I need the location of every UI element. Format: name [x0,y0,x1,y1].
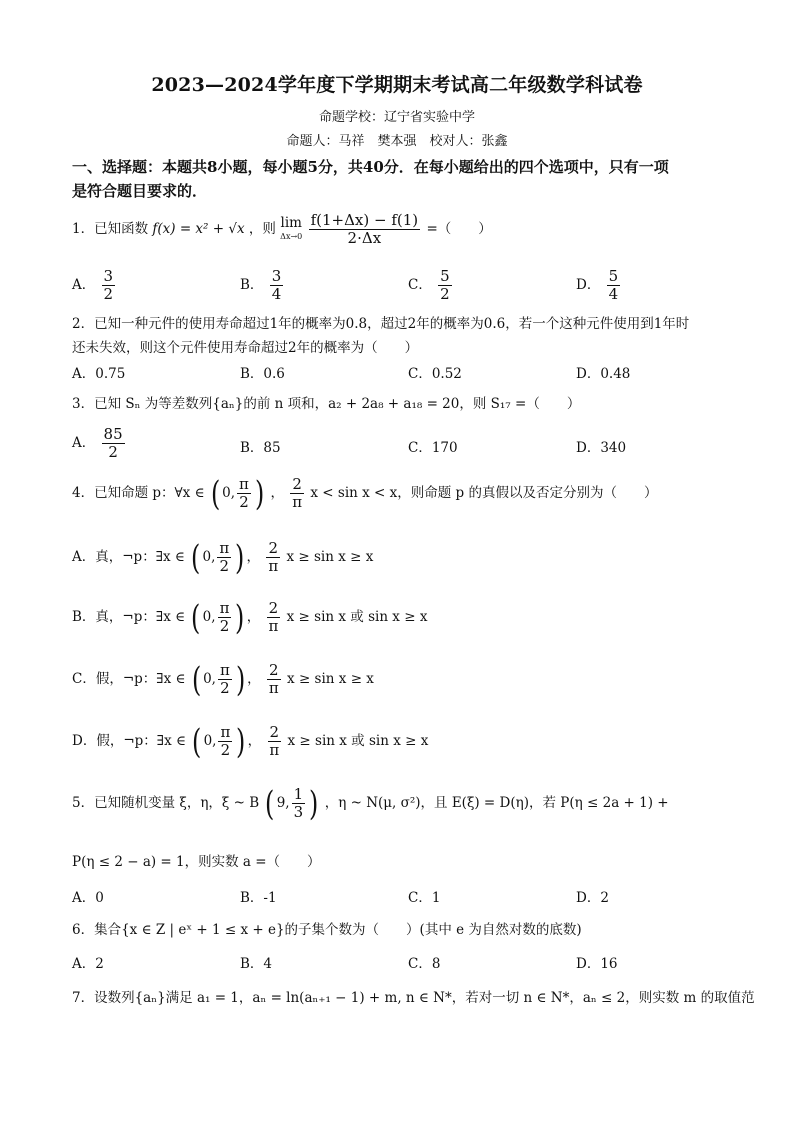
q6-option-a: A．2 [72,956,104,972]
q4-option-c: C．假，¬p：∃x ∈ ( 0, $\frac{\pi}{2}$ ) ， $\frac{2}{\pi}$ x ≥ sin x ≥ x [72,659,374,700]
option-label: C． [408,277,432,293]
q1-lim-word: lim [280,214,302,231]
q1-mid: ，则 [248,221,276,237]
q4-option-b: B．真，¬p：∃x ∈ ( 0, $\frac{\pi}{2}$ ) ， $\frac{2}{\pi}$ x ≥ sin x 或 sin x ≥ x [72,597,428,638]
option-num: 85 [103,425,123,443]
pi-den: 2 [239,493,249,511]
q4-inequality: x < sin x < x，则命题 p 的真假以及否定分别为（ ） [310,485,658,501]
q1-limit [280,216,302,244]
q5-rest: ，η ~ N(μ, σ²)，且 E(ξ) = D(η)，若 P(η ≤ 2a + 1) + [324,795,669,811]
question-5-line1: 5．已知随机变量 ξ，η，ξ ~ B ( 9, $\frac{1}{3}$ ) ，η ~ N(μ, σ²)，且 E(ξ) = D(η)，若 P(η ≤ 2a + 1) + [72,783,669,824]
q4-comma: ， [270,485,284,501]
question-3: 3．已知 Sₙ 为等差数列{aₙ}的前 n 项和，a₂ + 2a₈ + a₁₈ = 20，则 S₁₇ =（ ） [72,396,581,412]
q5-option-d: D．2 [576,890,609,906]
option-tail: x ≥ sin x ≥ x [287,671,374,687]
question-7: 7．设数列{aₙ}满足 a₁ = 1，aₙ = ln(aₙ₊₁ − 1) + m, n ∈ N*，若对一切 n ∈ N*，aₙ ≤ 2，则实数 m 的取值范 [72,990,755,1006]
q5-option-c: C．1 [408,890,441,906]
option-den: 2 [440,285,450,303]
option-den: 2 [108,443,118,461]
option-tail: x ≥ sin x 或 sin x ≥ x [286,609,428,625]
two-num: 2 [292,475,302,493]
q1-option-b [240,268,285,303]
q4-prefix: 4．已知命题 p：∀x ∈ [72,485,205,501]
q6-option-c: C．8 [408,956,441,972]
q1-prefix: 1．已知函数 [72,221,149,237]
option-label: A． [72,435,96,451]
question-6: 6．集合{x ∈ Z | eˣ + 1 ≤ x + e}的子集个数为（ ）(其中 e 为自然对数的底数) [72,922,582,938]
option-label: C．假，¬p：∃x ∈ [72,671,186,687]
option-den: 4 [608,285,619,303]
option-num: 5 [440,267,450,285]
q2-option-b: B．0.6 [240,366,285,382]
q4-option-d: D．假，¬p：∃x ∈ ( 0, $\frac{\pi}{2}$ ) ， $\frac{2}{\pi}$ x ≥ sin x 或 sin x ≥ x [72,721,429,762]
question-2-line2: 还未失效，则这个元件使用寿命超过2年的概率为（ ） [72,340,419,356]
q3-option-c: C．170 [408,440,458,456]
option-num: 5 [608,267,619,285]
option-label: A． [72,277,96,293]
option-label: A．真，¬p：∃x ∈ [72,549,185,565]
option-den: 4 [271,285,282,303]
q1-lim-sub: Δx→0 [280,231,303,241]
question-4: 4．已知命题 p：∀x ∈ ( 0, $\frac{\pi}{2}$ ) ， $\frac{2}{\pi}$ x < sin x < x，则命题 p 的真假以及否定分别为（ ） [72,473,658,514]
option-den: 2 [103,285,114,303]
option-num: 3 [103,267,114,285]
option-num: 3 [271,267,282,285]
school-line: 命题学校：辽宁省实验中学 [318,110,475,125]
q1-numerator: f(1+Δx) − f(1) [310,211,419,229]
question-1 [72,212,492,247]
option-tail: x ≥ sin x 或 sin x ≥ x [287,733,429,749]
authors-line: 命题人：马祥 樊本强 校对人：张鑫 [286,134,508,149]
q1-tail: =（ ） [426,221,492,237]
one-num: 1 [293,785,304,803]
option-label: B．真，¬p：∃x ∈ [72,609,186,625]
q6-option-b: B．4 [240,956,273,972]
q1-option-d [576,268,622,303]
section-heading-line1: 一、选择题：本题共8小题，每小题5分，共40分．在每小题给出的四个选项中，只有一项 [72,158,669,176]
q5-prefix: 5．已知随机变量 ξ，η，ξ ~ B [72,795,260,811]
q5-b-left: 9, [276,795,290,811]
q1-option-a [72,268,117,303]
q3-option-a [72,426,127,461]
q5-option-a: A．0 [72,890,104,906]
question-5-line2: P(η ≤ 2 − a) = 1，则实数 a =（ ） [72,854,321,870]
q1-fraction [309,212,421,247]
section-heading-line2: 是符合题目要求的． [72,182,208,200]
option-label: D．假，¬p：∃x ∈ [72,733,186,749]
q1-option-c [408,268,454,303]
q5-option-b: B．-1 [240,890,277,906]
q4-option-a: A．真，¬p：∃x ∈ ( 0, $\frac{\pi}{2}$ ) ， $\frac{2}{\pi}$ x ≥ sin x ≥ x [72,537,374,578]
q2-option-a: A．0.75 [72,366,126,382]
three-den: 3 [293,803,304,821]
q2-option-c: C．0.52 [408,366,462,382]
pi-den: π [292,493,303,511]
q3-option-b: B．85 [240,440,281,456]
page-title: 2023—2024学年度下学期期末考试高二年级数学科试卷 [151,74,643,96]
q2-option-d: D．0.48 [576,366,631,382]
option-label: B． [240,277,264,293]
q1-denominator: 2·Δx [347,229,382,247]
question-2-line1: 2．已知一种元件的使用寿命超过1年的概率为0.8，超过2年的概率为0.6，若一个这种元件使用到1年时 [72,316,690,332]
pi-num: π [239,475,249,493]
q1-function: f(x) = x² + √x [152,221,245,237]
q4-interval-left: 0, [222,485,236,501]
option-tail: x ≥ sin x ≥ x [286,549,374,565]
q3-option-d: D．340 [576,440,627,456]
option-label: D． [576,277,601,293]
q6-option-d: D．16 [576,956,618,972]
